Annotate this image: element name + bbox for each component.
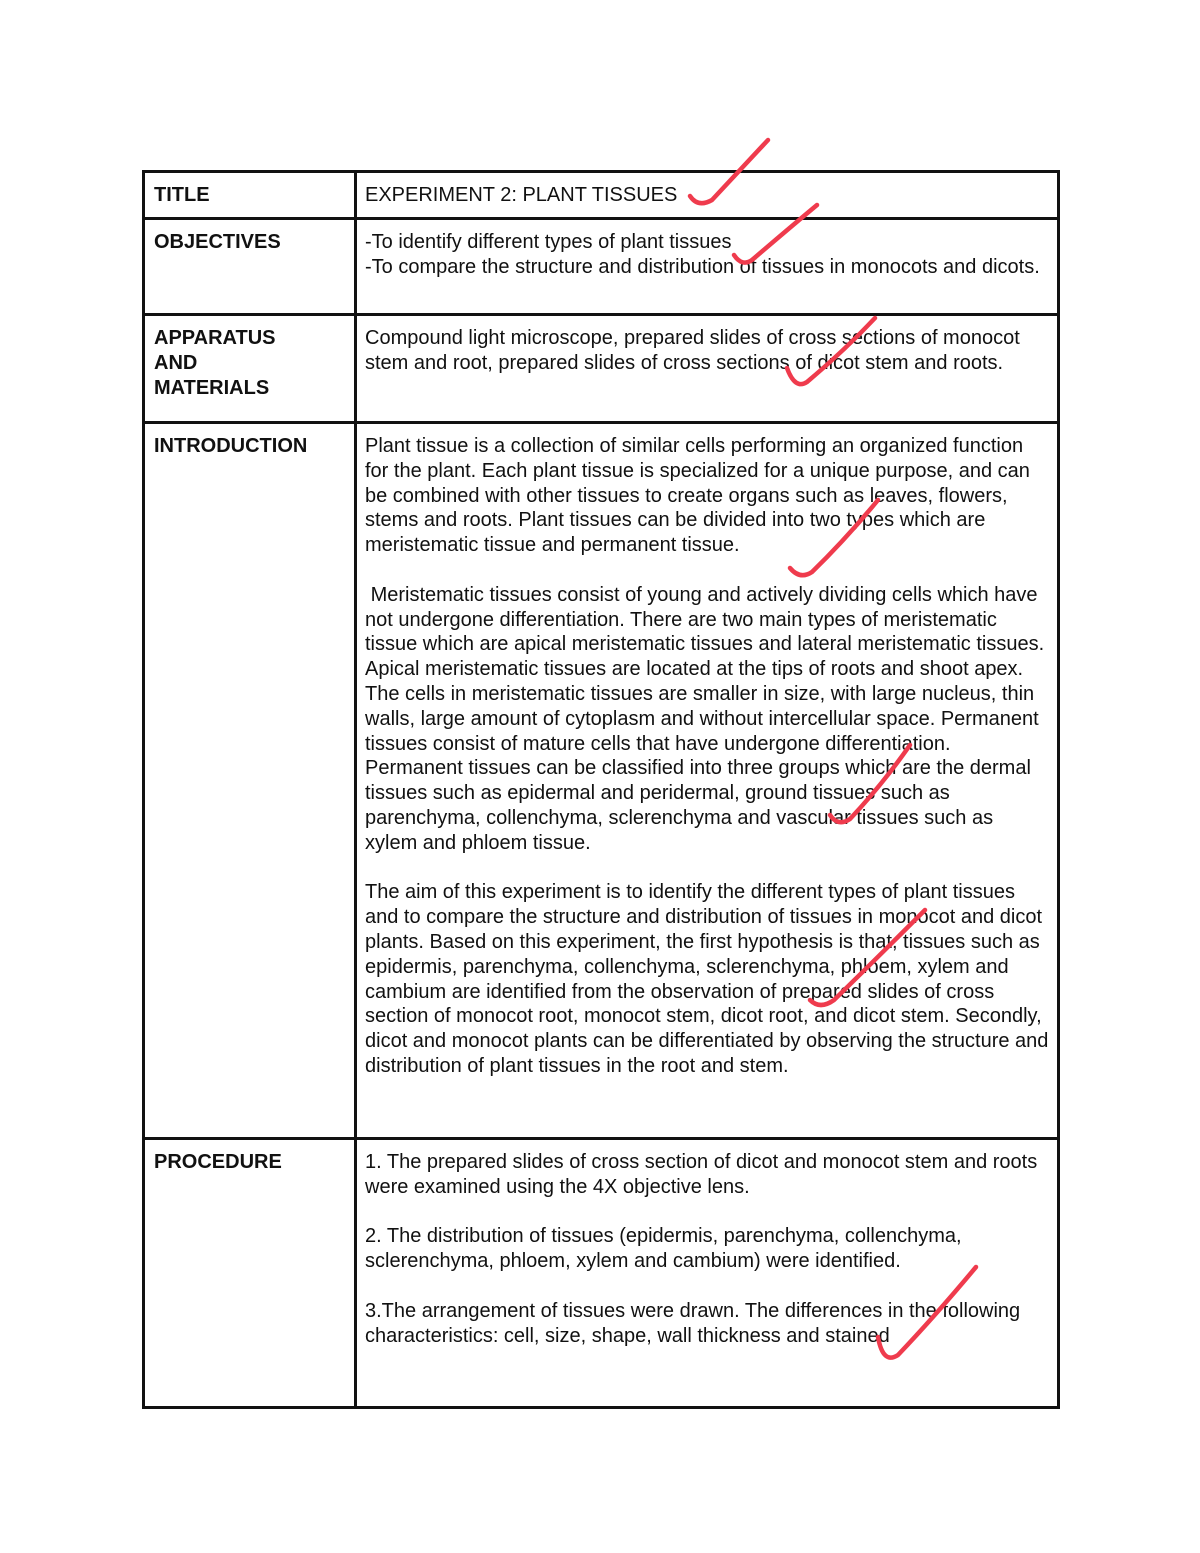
apparatus-label	[144, 315, 356, 423]
apparatus-label-line: APPARATUS	[154, 327, 276, 349]
introduction-content	[356, 423, 1059, 1139]
title-value: EXPERIMENT 2: PLANT TISSUES	[356, 172, 1059, 219]
introduction-label: INTRODUCTION	[144, 423, 356, 1139]
apparatus-label-line: AND	[154, 351, 198, 374]
objectives-content	[356, 219, 1059, 315]
objective-item: -To identify different types of plant tissues	[365, 231, 732, 253]
report-table	[142, 170, 1060, 1409]
introduction-paragraph: Meristematic tissues consist of young and actively dividing cells which have not undergone differentiation. There are two main types of meristematic tissue which are apical meristematic tissues and lateral meristematic tissues. Apical meristematic tissues are located at the tips of roots and shoot apex. The cells in meristematic tissues are smaller in size, with large nucleus, thin walls, large amount of cytoplasm and without intercellular space. Permanent tissues consist of mature cells that have undergone differentiation. Permanent tissues can be classified into three groups which are the dermal tissues such as epidermal and peridermal, ground tissues such as parenchyma, collenchyma, sclerenchyma and vascular tissues such as xylem and phloem tissue.	[365, 583, 1049, 854]
apparatus-label-line: MATERIALS	[154, 376, 270, 399]
procedure-step: 2. The distribution of tissues (epidermis, parenchyma, collenchyma, sclerenchyma, phloem, xylem and cambium) were identified.	[365, 1225, 962, 1273]
procedure-row	[144, 1139, 1059, 1408]
introduction-paragraph: Plant tissue is a collection of similar cells performing an organized function for the plant. Each plant tissue is specialized for a unique purpose, and can be combined with other tissues to create organs such as leaves, flowers, stems and roots. Plant tissues can be divided into two types which are meristematic tissue and permanent tissue.	[365, 435, 1030, 557]
title-label: TITLE	[144, 172, 356, 219]
apparatus-content: Compound light microscope, prepared slides of cross sections of monocot stem and root, prepared slides of cross sections of dicot stem and roots.	[356, 315, 1059, 423]
introduction-paragraph: The aim of this experiment is to identify the different types of plant tissues and to compare the structure and distribution of tissues in monocot and dicot plants. Based on this experiment, the first hypothesis is that, tissues such as epidermis, parenchyma, collenchyma, sclerenchyma, phloem, xylem and cambium are identified from the observation of prepared slides of cross section of monocot root, monocot stem, dicot root, and dicot stem. Secondly, dicot and monocot plants can be differentiated by observing the structure and distribution of plant tissues in the root and stem.	[365, 881, 1049, 1077]
procedure-step: 3.The arrangement of tissues were drawn. The differences in the following characteristics: cell, size, shape, wall thickness and stained	[365, 1299, 1021, 1347]
procedure-step: 1. The prepared slides of cross section of dicot and monocot stem and roots were examined using the 4X objective lens.	[365, 1151, 1038, 1198]
objectives-row	[144, 219, 1059, 315]
introduction-row	[144, 423, 1059, 1139]
procedure-label: PROCEDURE	[144, 1139, 356, 1408]
procedure-content	[356, 1139, 1059, 1408]
apparatus-row	[144, 315, 1059, 423]
objective-item: -To compare the structure and distribution of tissues in monocots and dicots.	[365, 255, 1040, 278]
objectives-label: OBJECTIVES	[144, 219, 356, 315]
title-row	[144, 172, 1059, 219]
